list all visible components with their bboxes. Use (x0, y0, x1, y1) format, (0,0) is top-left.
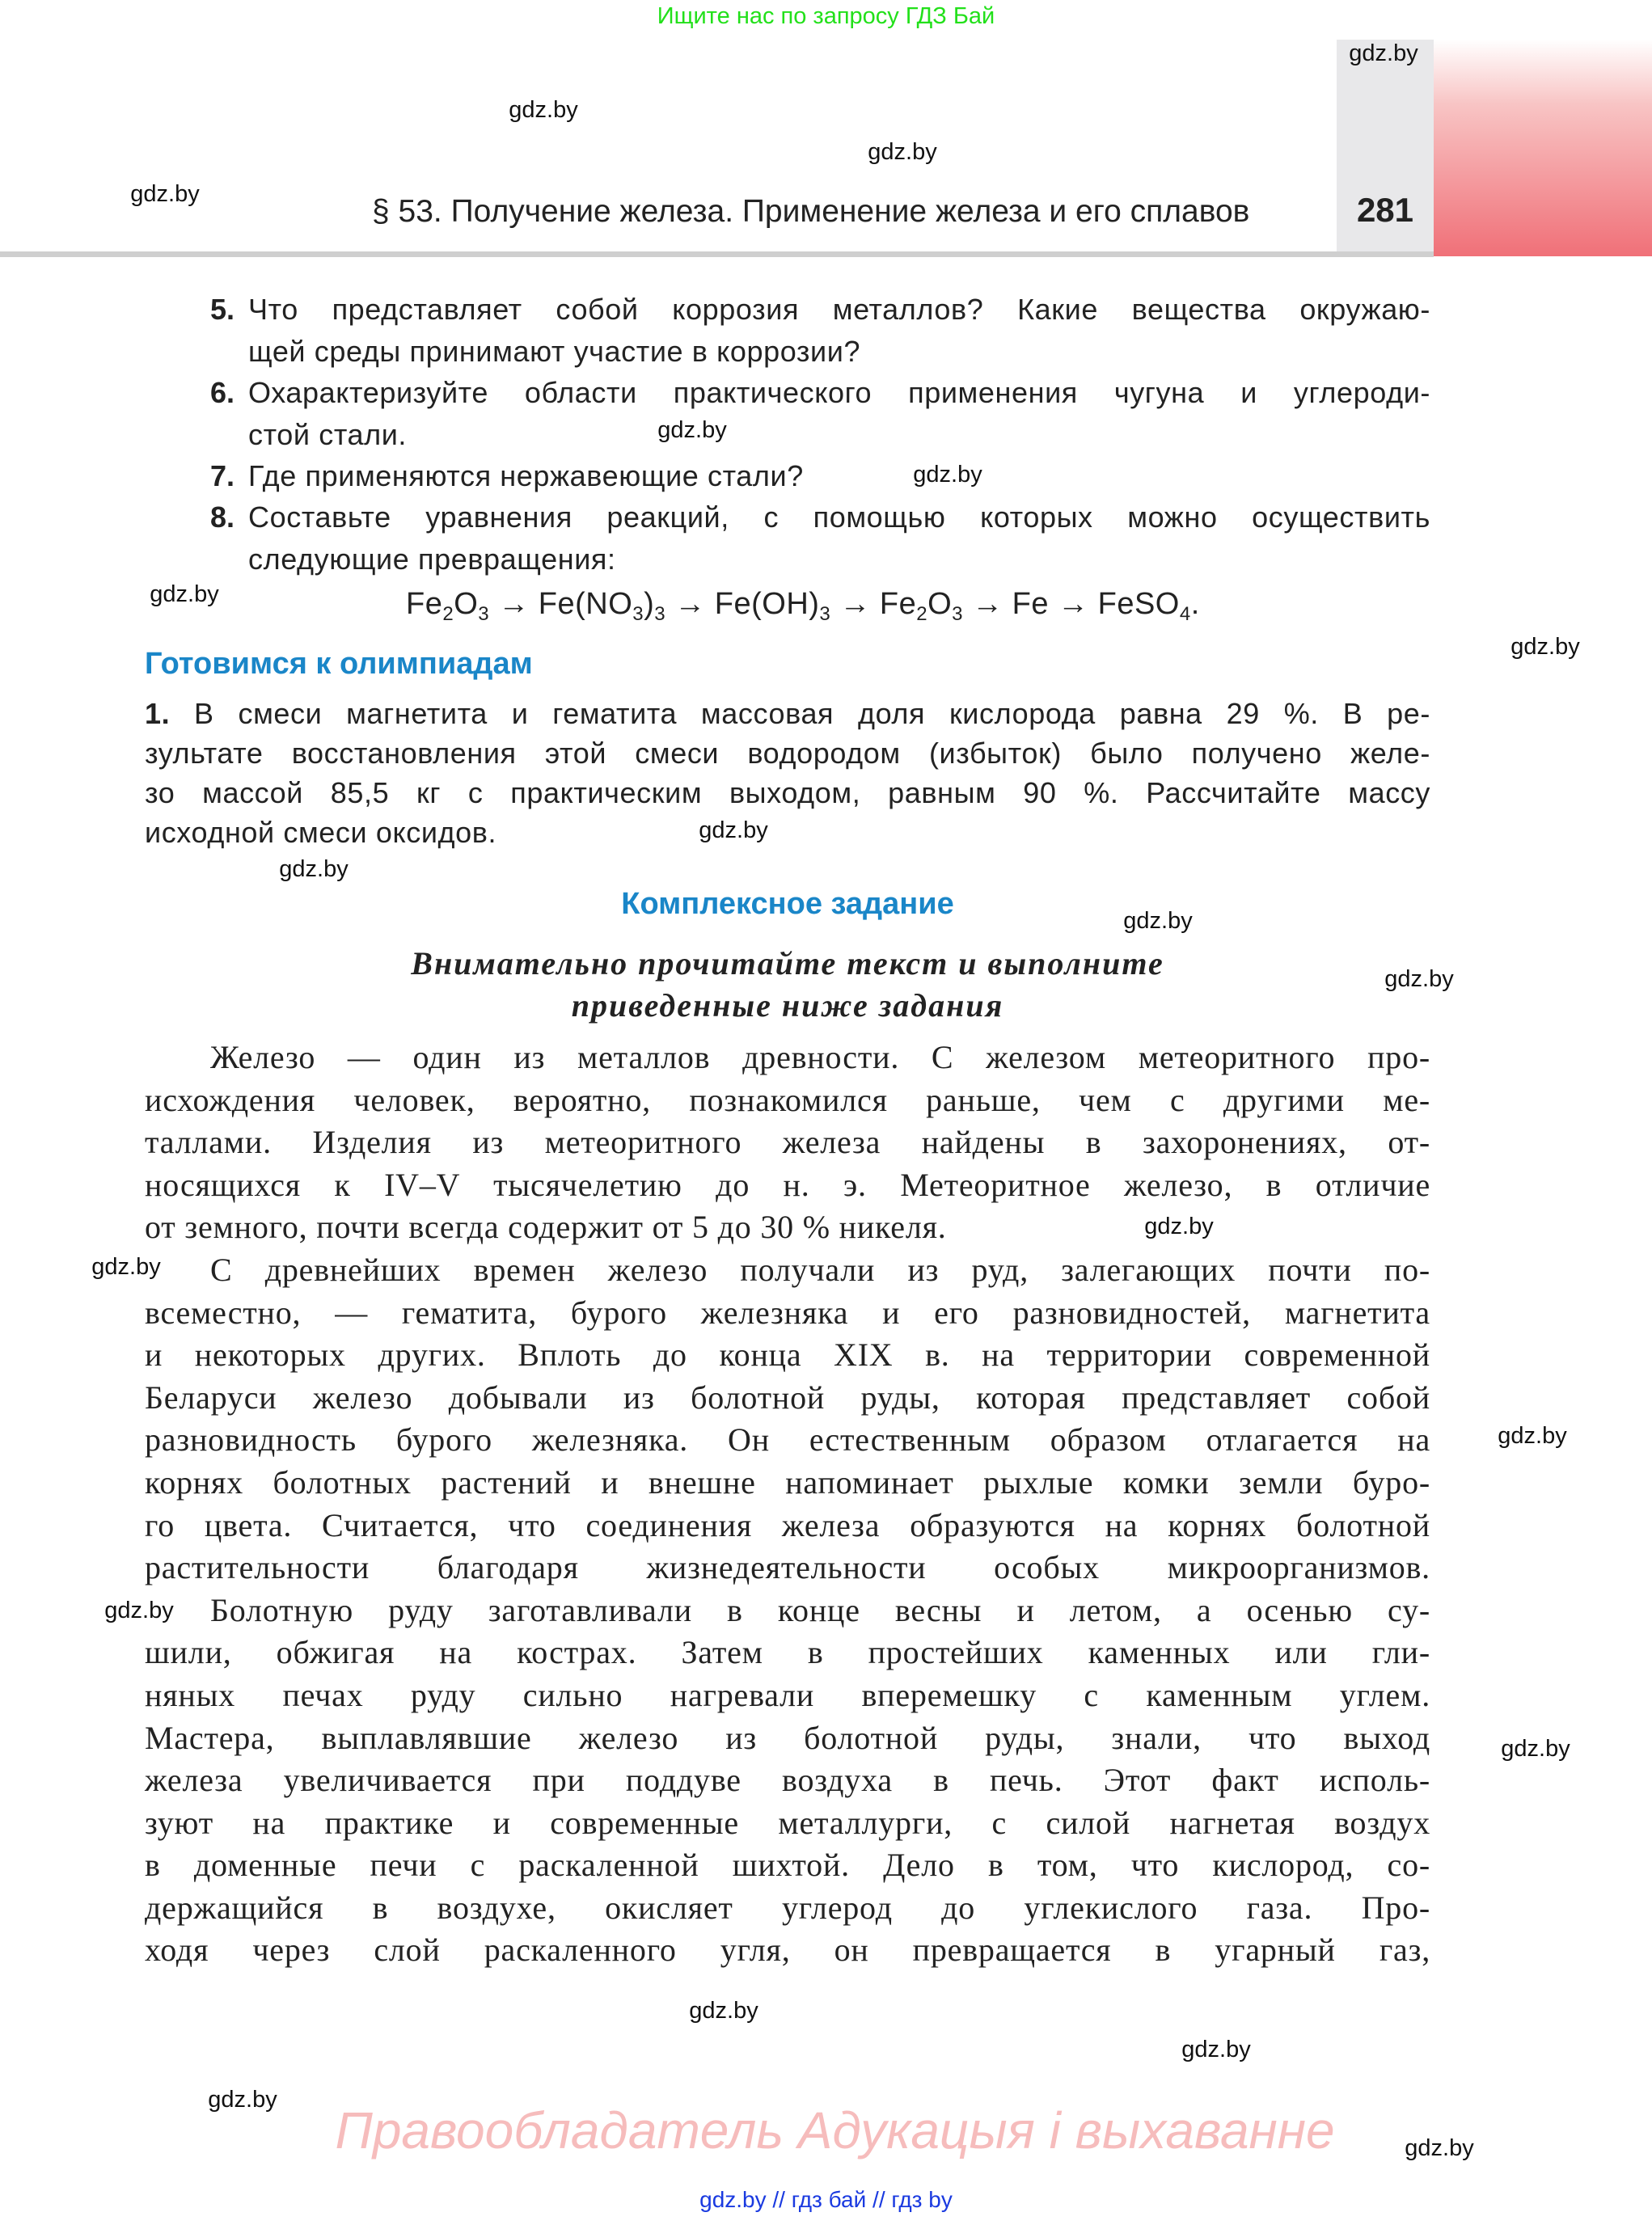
olympiad-text-line: зультате восстановления этой смеси водородом (избыток) было получено желе- (145, 737, 1430, 770)
text-line: ходя через слой раскаленного угля, он превращается в угарный газ, (145, 1932, 1430, 1969)
footer-links[interactable]: gdz.by // гдз бай // гдз by (699, 2187, 953, 2212)
formula-subscript: 3 (819, 603, 831, 625)
formula-part: → Fe → FeSO (963, 587, 1180, 621)
gdz-watermark: gdz.by (279, 856, 349, 882)
formula-part: . (1190, 587, 1200, 621)
formula-part: → Fe(NO (489, 587, 633, 621)
formula-part: → Fe(OH) (665, 587, 820, 621)
gdz-watermark: gdz.by (868, 139, 937, 165)
formula-subscript: 2 (442, 603, 454, 625)
gdz-watermark: gdz.by (657, 417, 727, 443)
question-text-line: щей среды принимают участие в коррозии? (248, 334, 861, 368)
olympiad-text-line: 1. В смеси магнетита и гематита массовая доля кислорода равна 29 %. В ре- (145, 697, 1430, 730)
task-instruction-line: Внимательно прочитайте текст и выполните (411, 945, 1164, 982)
text-line: Болотную руду заготавливали в конце весны и летом, а осенью су- (210, 1591, 1430, 1628)
gdz-watermark: gdz.by (1349, 40, 1418, 66)
question-number: 7. (210, 459, 235, 492)
text-line: Железо — один из металлов древности. С железом метеоритного про- (210, 1039, 1430, 1075)
formula-subscript: 2 (916, 603, 928, 625)
copyright-watermark: Правообладатель Адукацыя і выхаванне (335, 2101, 1335, 2160)
complex-task-heading: Комплексное задание (621, 887, 954, 921)
formula-subscript: 4 (1179, 603, 1191, 625)
text-line: разновидность бурого железняка. Он естественным образом отлагается на (145, 1421, 1430, 1459)
gdz-watermark: gdz.by (1510, 634, 1580, 660)
text-line: шили, обжигая на кострах. Затем в простейших каменных или гли- (145, 1634, 1430, 1671)
header-divider (0, 251, 1434, 257)
chemical-formula (406, 587, 1200, 626)
question-item (210, 289, 1430, 372)
text-line: исхождения человек, вероятно, познакомился раньше, чем с другими ме- (145, 1081, 1430, 1118)
olympiad-text-line: исходной смеси оксидов. (145, 816, 497, 849)
formula-part: Fe (406, 587, 443, 621)
gdz-watermark: gdz.by (1405, 2135, 1474, 2161)
formula-subscript: 3 (654, 603, 666, 625)
question-text-line: Составьте уравнения реакций, с помощью которых можно осуществить (248, 500, 1430, 534)
text-line: корнях болотных растений и внешне напоминает рыхлые комки земли буро- (145, 1463, 1430, 1501)
question-item (210, 455, 1430, 497)
formula-part: → Fe (830, 587, 917, 621)
formula-subscript: 3 (632, 603, 644, 625)
text-line: Мастера, выплавлявшие железо из болотной руды, знали, что выход (145, 1719, 1430, 1756)
gdz-watermark: gdz.by (208, 2087, 277, 2113)
gdz-watermark: gdz.by (104, 1598, 174, 1623)
gdz-watermark: gdz.by (1498, 1423, 1567, 1449)
text-line: в доменные печи с раскаленной шихтой. Дело в том, что кислород, со- (145, 1847, 1430, 1884)
question-item (210, 372, 1430, 455)
formula-part: O (927, 587, 953, 621)
section-title: § 53. Получение железа. Применение железа и его сплавов (372, 194, 1250, 229)
gdz-watermark: gdz.by (913, 462, 982, 488)
gdz-watermark: gdz.by (150, 581, 219, 607)
gdz-watermark: gdz.by (130, 181, 200, 207)
task-instruction-line: приведенные ниже задания (571, 987, 1004, 1024)
olympiad-task-number: 1. (145, 697, 195, 730)
gdz-watermark: gdz.by (699, 817, 768, 843)
question-text-line: Где применяются нержавеющие стали? (248, 459, 804, 492)
text-line: го цвета. Считается, что соединения железа образуются на корнях болотной (145, 1506, 1430, 1543)
question-item (210, 496, 1430, 580)
olympiad-task (145, 694, 1430, 852)
text-line: таллами. Изделия из метеоритного железа найдены в захоронениях, от- (145, 1124, 1430, 1161)
decorative-red-band (1434, 40, 1652, 256)
gdz-watermark: gdz.by (689, 1998, 758, 2024)
text-line: Беларуси железо добывали из болотной руды, которая представляет собой (145, 1378, 1430, 1416)
gdz-watermark: gdz.by (1501, 1736, 1570, 1762)
question-number: 5. (210, 293, 235, 326)
formula-subscript: 3 (478, 603, 490, 625)
question-text-line: Охарактеризуйте области практического применения чугуна и углероди- (248, 376, 1430, 409)
page-number: 281 (1356, 191, 1414, 229)
formula-subscript: 3 (952, 603, 964, 625)
gdz-watermark: gdz.by (1181, 2037, 1251, 2062)
text-line: держащийся в воздухе, окисляет углерод до углекислого газа. Про- (145, 1889, 1430, 1926)
question-text-line: стой стали. (248, 417, 408, 451)
text-line: всеместно, — гематита, бурого железняка и его разновидностей, магнетита (145, 1294, 1430, 1331)
gdz-watermark: gdz.by (1123, 908, 1193, 934)
text-line: растительности благодаря жизнедеятельности особых микроорганизмов. (145, 1549, 1430, 1586)
gdz-watermark: gdz.by (1144, 1214, 1214, 1239)
gdz-watermark: gdz.by (1384, 966, 1454, 992)
text-line: и некоторых других. Вплоть до конца XIX в. на территории современной (145, 1336, 1430, 1374)
text-line: от земного, почти всегда содержит от 5 до 30 % никеля. (145, 1209, 947, 1246)
reading-text (145, 1037, 1430, 1972)
formula-part: O (454, 587, 479, 621)
top-banner[interactable]: Ищите нас по запросу ГДЗ Бай (657, 3, 995, 29)
text-line: няных печах руду сильно нагревали вперемешку с каменным углем. (145, 1676, 1430, 1713)
text-line: зуют на практике и современные металлурги, с силой нагнетая воздух (145, 1804, 1430, 1841)
question-number: 8. (210, 500, 235, 534)
olympiad-heading: Готовимся к олимпиадам (145, 647, 533, 681)
question-text-line: следующие превращения: (248, 542, 616, 576)
text-line: С древнейших времен железо получали из руд, залегающих почти по- (210, 1251, 1430, 1288)
text-line: носящихся к IV–V тысячелетию до н. э. Метеоритное железо, в отличие (145, 1166, 1430, 1203)
question-text-line: Что представляет собой коррозия металлов? Какие вещества окружаю- (248, 293, 1430, 326)
gdz-watermark: gdz.by (509, 97, 578, 123)
olympiad-text-line: зо массой 85,5 кг с практическим выходом, равным 90 %. Рассчитайте массу (145, 776, 1430, 809)
text-line: железа увеличивается при поддуве воздуха в печь. Этот факт исполь- (145, 1762, 1430, 1799)
gdz-watermark: gdz.by (91, 1254, 161, 1280)
formula-part: ) (644, 587, 655, 621)
question-number: 6. (210, 376, 235, 409)
